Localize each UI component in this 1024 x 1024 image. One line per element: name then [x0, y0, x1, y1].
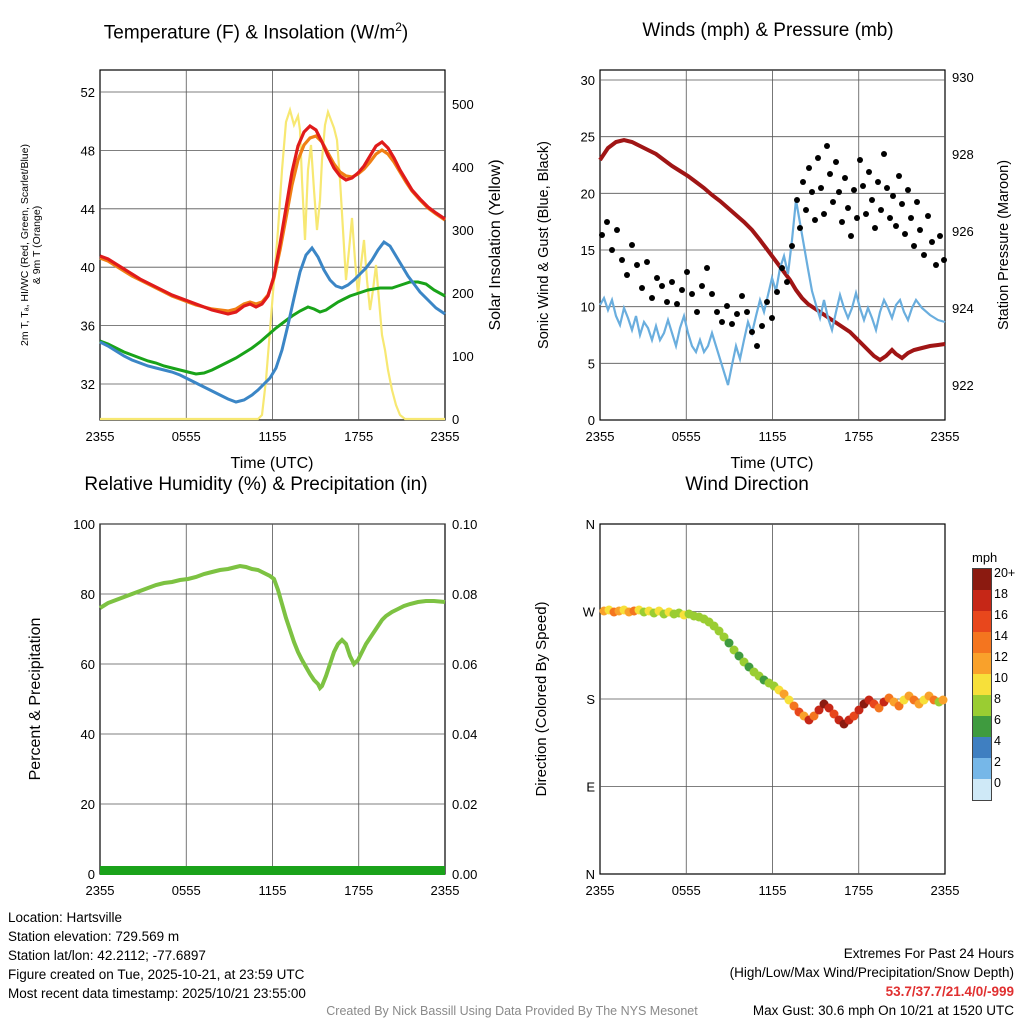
- legend-colorbar: [972, 568, 992, 801]
- svg-text:0555: 0555: [171, 429, 201, 444]
- max-gust: Max Gust: 30.6 mph On 10/21 at 1520 UTC: [752, 1003, 1014, 1018]
- station-latlon: Station lat/lon: 42.2112; -77.6897: [8, 948, 206, 963]
- svg-text:N: N: [585, 517, 595, 532]
- svg-text:0: 0: [452, 412, 460, 427]
- wind-direction-chart-title: Wind Direction: [685, 474, 809, 495]
- most-recent-timestamp: Most recent data timestamp: 2025/10/21 23:55:00: [8, 986, 306, 1001]
- svg-text:Percent & Precipitation: Percent & Precipitation: [27, 617, 44, 781]
- svg-text:40: 40: [80, 260, 95, 276]
- svg-text:& 9m T (Orange): & 9m T (Orange): [31, 205, 43, 285]
- legend-label-9: 2: [994, 755, 1001, 769]
- legend-label-0: 20+: [994, 566, 1016, 580]
- svg-text:40: 40: [80, 727, 95, 742]
- svg-text:2355: 2355: [85, 883, 115, 898]
- chart-temperature-insolation: [0, 0, 512, 472]
- svg-text:400: 400: [452, 160, 474, 175]
- legend-label-6: 8: [994, 692, 1001, 706]
- legend-label-3: 14: [994, 629, 1008, 643]
- svg-text:20: 20: [580, 186, 595, 202]
- svg-text:2355: 2355: [585, 429, 615, 444]
- extremes-title: Extremes For Past 24 Hours: [843, 946, 1014, 961]
- svg-text:0.06: 0.06: [452, 657, 478, 672]
- svg-text:200: 200: [452, 286, 474, 301]
- temperature-title-end: ): [401, 22, 409, 44]
- chart-humidity-precip: [0, 452, 512, 904]
- legend-title: mph: [972, 550, 998, 565]
- svg-text:60: 60: [80, 657, 95, 672]
- svg-text:W: W: [582, 604, 595, 620]
- svg-text:Sonic Wind & Gust (Blue, Black: Sonic Wind & Gust (Blue, Black): [536, 141, 552, 349]
- svg-text:1755: 1755: [844, 883, 874, 898]
- svg-text:2355: 2355: [430, 883, 460, 898]
- station-location: Location: Hartsville: [8, 910, 123, 925]
- credit-line: Created By Nick Bassill Using Data Provided By The NYS Mesonet: [326, 1004, 698, 1018]
- svg-text:S: S: [586, 692, 595, 707]
- svg-text:1155: 1155: [258, 883, 287, 898]
- temperature-chart-title: [0, 20, 512, 44]
- humidity-chart-title: Relative Humidity (%) & Precipitation (in): [84, 474, 428, 495]
- svg-text:36: 36: [80, 318, 95, 334]
- svg-text:Time (UTC): Time (UTC): [230, 455, 314, 472]
- svg-text:1755: 1755: [844, 429, 874, 444]
- svg-text:E: E: [586, 779, 595, 795]
- svg-text:Direction (Colored By Speed): Direction (Colored By Speed): [533, 601, 550, 797]
- legend-label-1: 18: [994, 587, 1008, 601]
- svg-text:0: 0: [587, 413, 595, 428]
- svg-text:0.04: 0.04: [452, 727, 478, 742]
- svg-text:N: N: [585, 867, 595, 882]
- svg-text:922: 922: [952, 378, 974, 393]
- svg-text:0: 0: [87, 867, 95, 882]
- legend-label-7: 6: [994, 713, 1001, 727]
- svg-text:30: 30: [580, 73, 595, 88]
- svg-text:15: 15: [580, 243, 595, 258]
- svg-text:5: 5: [587, 356, 595, 372]
- chart-winds-pressure: [512, 0, 1024, 472]
- svg-text:2m T, Tₐ, HI/WC (Red, Green, S: 2m T, Tₐ, HI/WC (Red, Green, Scarlet/Blue): [19, 144, 31, 346]
- svg-text:926: 926: [952, 224, 974, 239]
- legend-label-4: 12: [994, 650, 1008, 664]
- svg-text:100: 100: [73, 517, 95, 532]
- svg-text:25: 25: [580, 129, 595, 145]
- legend-label-8: 4: [994, 734, 1001, 748]
- svg-text:0555: 0555: [171, 883, 201, 898]
- legend-label-5: 10: [994, 671, 1008, 685]
- legend-label-2: 16: [994, 608, 1008, 622]
- svg-text:928: 928: [952, 147, 974, 162]
- svg-text:2355: 2355: [430, 429, 460, 444]
- svg-text:Station Pressure (Maroon): Station Pressure (Maroon): [996, 159, 1012, 331]
- figure-created: Figure created on Tue, 2025-10-21, at 23:59 UTC: [8, 967, 305, 982]
- svg-text:0555: 0555: [671, 429, 701, 444]
- svg-text:0.10: 0.10: [452, 517, 478, 532]
- legend-label-10: 0: [994, 776, 1001, 790]
- svg-text:1155: 1155: [758, 883, 787, 898]
- svg-text:2355: 2355: [930, 883, 960, 898]
- svg-text:10: 10: [580, 299, 595, 315]
- svg-text:500: 500: [452, 97, 474, 112]
- svg-text:300: 300: [452, 223, 474, 238]
- station-info: [8, 908, 306, 1003]
- svg-text:0.08: 0.08: [452, 587, 478, 602]
- svg-text:2355: 2355: [930, 429, 960, 444]
- svg-text:52: 52: [80, 85, 95, 100]
- svg-text:2355: 2355: [85, 429, 115, 444]
- wind-speed-legend: [970, 550, 1024, 799]
- svg-text:0.02: 0.02: [452, 797, 478, 812]
- svg-text:930: 930: [952, 70, 974, 85]
- svg-text:1155: 1155: [258, 429, 287, 444]
- svg-text:44: 44: [80, 201, 95, 217]
- temperature-title-text: Temperature (F) & Insolation (W/m: [103, 22, 396, 44]
- svg-text:0555: 0555: [671, 883, 701, 898]
- svg-text:Solar Insolation (Yellow): Solar Insolation (Yellow): [487, 159, 504, 331]
- svg-text:32: 32: [80, 377, 95, 392]
- svg-text:0.00: 0.00: [452, 867, 478, 882]
- svg-text:924: 924: [952, 301, 974, 316]
- winds-chart-title: Winds (mph) & Pressure (mb): [642, 20, 894, 41]
- svg-text:20: 20: [80, 797, 95, 812]
- svg-text:1755: 1755: [344, 429, 374, 444]
- svg-text:80: 80: [80, 587, 95, 602]
- svg-text:2355: 2355: [585, 883, 615, 898]
- station-elevation: Station elevation: 729.569 m: [8, 929, 180, 944]
- extremes-subtitle: (High/Low/Max Wind/Precipitation/Snow Depth): [729, 965, 1014, 980]
- svg-text:1755: 1755: [344, 883, 374, 898]
- svg-text:48: 48: [80, 143, 95, 159]
- svg-text:1155: 1155: [758, 429, 787, 444]
- svg-text:Time (UTC): Time (UTC): [730, 455, 814, 472]
- extremes-values: 53.7/37.7/21.4/0/-999: [885, 984, 1014, 999]
- temperature-title-sup: 2: [395, 20, 402, 34]
- chart-wind-direction: [512, 452, 1024, 904]
- svg-text:100: 100: [452, 349, 474, 364]
